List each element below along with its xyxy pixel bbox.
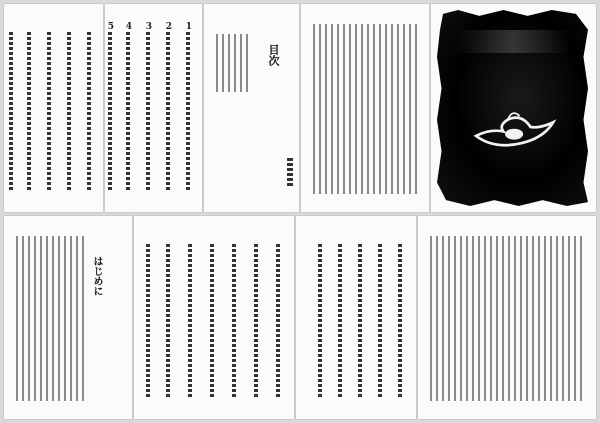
toc-entry	[276, 244, 280, 397]
toc-page-continued	[4, 4, 103, 212]
body-text	[311, 24, 419, 194]
toc-page	[105, 4, 202, 212]
author-line	[287, 158, 293, 188]
toc-entry	[108, 32, 112, 190]
contents-title-page	[204, 4, 299, 212]
intro-page	[4, 216, 132, 419]
toc-entry	[254, 244, 258, 397]
frontispiece-page	[431, 4, 596, 212]
toc-list	[107, 22, 192, 190]
toc-entry	[210, 244, 214, 397]
body-text	[14, 236, 84, 401]
toc-title: 目次	[267, 44, 280, 66]
text-block	[214, 34, 249, 92]
toc-entry	[188, 244, 192, 397]
toc-number: 2	[165, 22, 172, 32]
preface-page	[301, 4, 429, 212]
toc-number: 1	[185, 22, 192, 32]
intro-heading: はじめに	[91, 256, 102, 296]
toc-entry	[378, 244, 382, 397]
toc-entry	[47, 32, 51, 190]
cover-title-band	[455, 30, 570, 54]
toc-entry	[166, 32, 170, 190]
toc-entry	[318, 244, 322, 397]
toc-entry	[186, 32, 190, 190]
body-text	[428, 236, 586, 401]
toc-entry	[232, 244, 236, 397]
toc-page-bottom	[134, 216, 294, 419]
toc-entry	[126, 32, 130, 190]
toc-entry	[166, 244, 170, 397]
toc-entry	[398, 244, 402, 397]
toc-number: 4	[125, 22, 132, 32]
toc-entry	[9, 32, 13, 190]
toc-entry	[338, 244, 342, 397]
toc-entry	[146, 244, 150, 397]
preface-page-continued	[418, 216, 596, 419]
cover-illustration	[437, 10, 588, 206]
toc-list	[14, 32, 93, 190]
toc-entry	[67, 32, 71, 190]
toc-number: 3	[145, 22, 152, 32]
toc-entry	[27, 32, 31, 190]
toc-entry	[146, 32, 150, 190]
toc-page-bottom-2	[296, 216, 416, 419]
toc-entry	[87, 32, 91, 190]
toc-list	[306, 244, 406, 397]
toc-entry	[358, 244, 362, 397]
lamp-illustration-icon	[467, 104, 558, 159]
toc-number: 5	[107, 22, 114, 32]
toc-list	[144, 244, 284, 397]
